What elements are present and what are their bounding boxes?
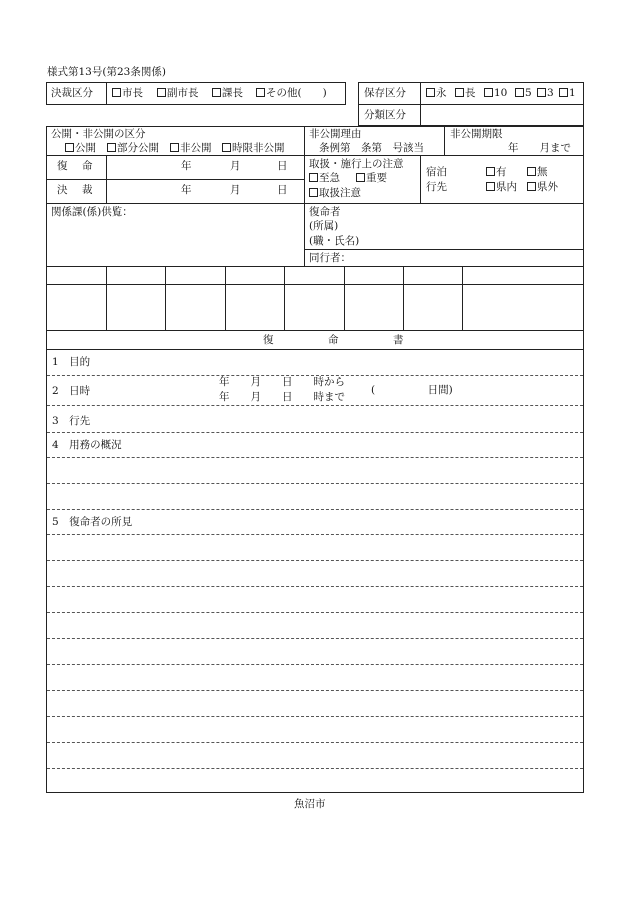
approve-date-day: 日 <box>277 184 288 196</box>
checkbox[interactable] <box>426 88 435 97</box>
checkbox[interactable] <box>65 143 74 152</box>
section-business-overview: 4 用務の概況 <box>52 439 122 451</box>
return-date-label: 復 命 <box>57 160 95 172</box>
datetime-from: 年 月 日 時から <box>219 376 345 388</box>
checkbox[interactable] <box>515 88 524 97</box>
nondisclosure-period-text: 年 月まで <box>508 142 571 154</box>
approval-option-mayor[interactable]: 市長 <box>112 88 143 99</box>
handling-label: 取扱・施行上の注意 <box>309 158 404 170</box>
checkbox[interactable] <box>455 88 464 97</box>
checkbox[interactable] <box>112 88 121 97</box>
classification-label: 分類区分 <box>364 109 406 121</box>
retention-option[interactable]: 永 <box>426 88 447 99</box>
nondisclosure-reason-text: 条例第 条第 号該当 <box>319 142 424 154</box>
retention-option[interactable]: 1 <box>559 88 576 99</box>
reporter-label: 復命者 <box>309 206 341 218</box>
checkbox[interactable] <box>107 143 116 152</box>
section-destination: 3 行先 <box>52 415 91 427</box>
approval-label: 決裁区分 <box>51 87 93 99</box>
checkbox[interactable] <box>486 167 495 176</box>
return-date-month: 月 <box>230 160 241 172</box>
disclosure-option[interactable]: 部分公開 <box>107 143 159 154</box>
handling-option[interactable]: 至急 <box>309 173 340 184</box>
retention-option[interactable]: 10 <box>484 88 507 99</box>
datetime-days: ( 日間) <box>371 384 453 396</box>
return-date-day: 日 <box>277 160 288 172</box>
retention-option[interactable]: 3 <box>537 88 554 99</box>
return-date-year: 年 <box>181 160 192 172</box>
viewing-label: 関係課(係)供覧： <box>51 206 133 218</box>
section-purpose: 1 目的 <box>52 356 91 368</box>
stamp-cell <box>47 285 105 329</box>
checkbox[interactable] <box>527 167 536 176</box>
checkbox[interactable] <box>256 88 265 97</box>
destination-type-option[interactable]: 県内 <box>486 182 517 193</box>
checkbox[interactable] <box>527 182 536 191</box>
companion-label: 同行者： <box>309 252 351 264</box>
checkbox[interactable] <box>309 173 318 182</box>
section-datetime: 2 日時 <box>52 385 91 397</box>
checkbox[interactable] <box>212 88 221 97</box>
checkbox[interactable] <box>309 188 318 197</box>
form-number: 様式第13号(第23条関係) <box>47 66 166 78</box>
checkbox[interactable] <box>484 88 493 97</box>
approve-date-year: 年 <box>181 184 192 196</box>
destination-type-label: 行先 <box>426 181 447 193</box>
checkbox[interactable] <box>537 88 546 97</box>
approve-date-label: 決 裁 <box>57 184 95 196</box>
retention-option[interactable]: 5 <box>515 88 532 99</box>
approve-date-month: 月 <box>230 184 241 196</box>
datetime-to: 年 月 日 時まで <box>219 391 345 403</box>
destination-type-option[interactable]: 県外 <box>527 182 558 193</box>
checkbox[interactable] <box>356 173 365 182</box>
lodging-option[interactable]: 無 <box>527 167 548 178</box>
checkbox[interactable] <box>559 88 568 97</box>
nondisclosure-period-label: 非公開期限 <box>450 128 503 140</box>
disclosure-option[interactable]: 時限非公開 <box>222 143 285 154</box>
lodging-label: 宿泊 <box>426 166 447 178</box>
retention-label: 保存区分 <box>364 87 406 99</box>
report-title: 復 命 書 <box>263 334 426 346</box>
approval-option-other[interactable]: その他( ) <box>256 88 327 99</box>
footer-city: 魚沼市 <box>294 798 326 810</box>
disclosure-option[interactable]: 非公開 <box>170 143 212 154</box>
handling-option[interactable]: 取扱注意 <box>309 188 361 199</box>
lodging-option[interactable]: 有 <box>486 167 507 178</box>
retention-option[interactable]: 長 <box>455 88 476 99</box>
reporter-title-name: (職・氏名) <box>309 235 360 247</box>
approval-option-manager[interactable]: 課長 <box>212 88 243 99</box>
checkbox[interactable] <box>486 182 495 191</box>
reporter-affiliation: (所属) <box>309 220 339 232</box>
approval-option-deputy[interactable]: 副市長 <box>157 88 199 99</box>
checkbox[interactable] <box>170 143 179 152</box>
disclosure-option[interactable]: 公開 <box>65 143 96 154</box>
checkbox[interactable] <box>222 143 231 152</box>
handling-option[interactable]: 重要 <box>356 173 387 184</box>
disclosure-label: 公開・非公開の区分 <box>51 128 146 140</box>
checkbox[interactable] <box>157 88 166 97</box>
section-opinion: 5 復命者の所見 <box>52 516 133 528</box>
nondisclosure-reason-label: 非公開理由 <box>309 128 362 140</box>
